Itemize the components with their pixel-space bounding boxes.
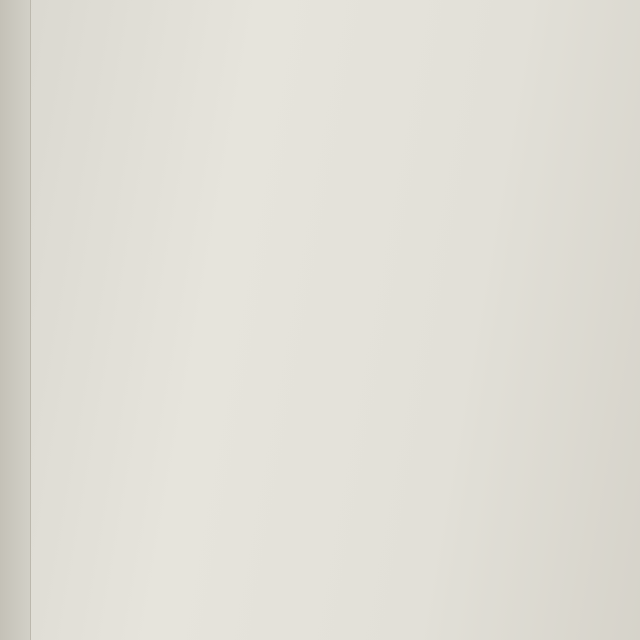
- facing-page-edge: [0, 0, 31, 640]
